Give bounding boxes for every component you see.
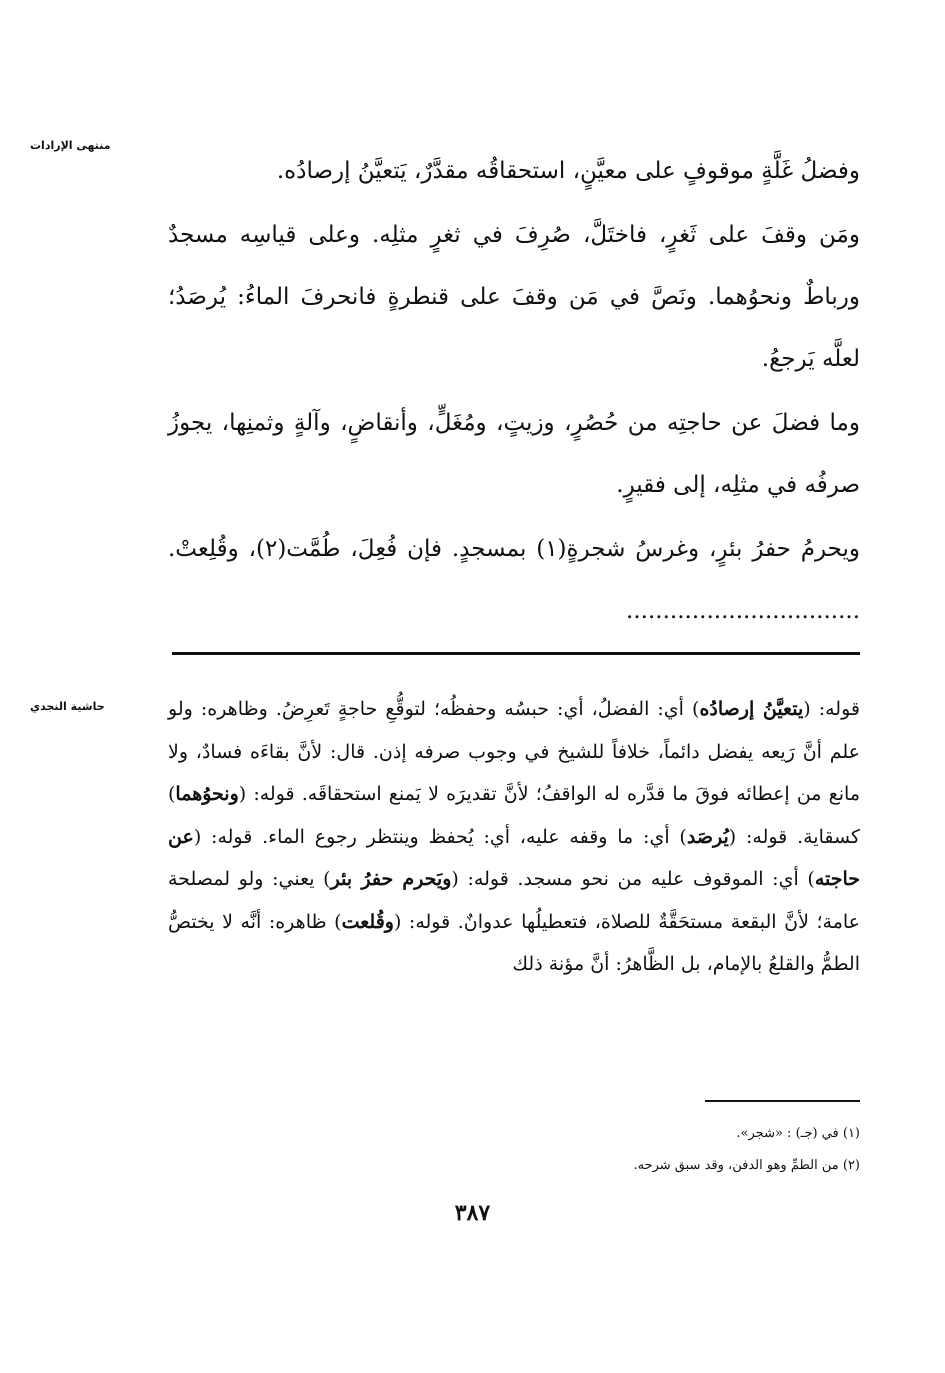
commentary-block: [168, 688, 860, 986]
footnote-divider-rule: [705, 1100, 860, 1102]
commentary-text: ) يعني: ولو لمصلحة عامة؛ لأنَّ البقعة مستحَقَّةٌ للصلاة، فتعطيلُها عدوانٌ. قوله: (: [168, 868, 860, 933]
commentary-lemma: ونحوُهما: [175, 783, 239, 805]
main-paragraph-1: وفضلُ غَلَّةٍ موقوفٍ على معيَّنٍ، استحقاقُه مقدَّرٌ، يَتعيَّنُ إرصادُه.: [276, 158, 860, 184]
commentary-text: قوله: (: [803, 698, 860, 720]
commentary-lemma: ويَحرم حفرُ بئر: [330, 868, 452, 890]
footnotes-block: [168, 1118, 860, 1182]
main-paragraph-3: وما فضلَ عن حاجتِه من حُصُرٍ، وزيتٍ، ومُغَلٍّ، وأنقاضٍ، وآلةٍ وثمنِها، يجوزُ صرفُه في مثلِه، إلى فقيرٍ.: [168, 410, 860, 498]
main-divider-rule: [172, 652, 860, 655]
commentary-text: ) ظاهره: أنَّه لا يختصُّ الطمُّ والقلعُ بالإمام، بل الظَّاهرُ: أنَّ مؤنة ذلك: [168, 910, 860, 975]
page-number: ٣٨٧: [454, 1200, 491, 1226]
commentary-text: ) كسقاية. قوله: (: [168, 783, 860, 848]
commentary-text: ) أي: الفضلُ، أي: حبسُه وحفظُه؛ لتوقُّعِ حاجةٍ تَعرِضُ. وظاهره: ولو علم أنَّ رَيعه يفضل دائماً، خلافاً للشيخ في وجوب صرفه إذن. قال: لأنَّ بقاءَه فسادٌ، ولا مانع من إعطائه فوقَ ما قدَّره له الواقفُ؛ لأنَّ تقديرَه لا يَمنع استحقاقَه. قوله: (: [168, 698, 860, 805]
commentary-lemma: عن حاجته: [168, 825, 861, 890]
footnote-2: (٢) من الطمِّ وهو الدفن، وقد سبق شرحه.: [633, 1158, 860, 1173]
main-paragraph-4: ويحرمُ حفرُ بئرٍ، وغرسُ شجرةٍ(١) بمسجدٍ. فإن فُعِلَ، طُمَّت(٢)، وقُلِعتْ. ................................: [168, 536, 861, 624]
main-text-block: [168, 140, 860, 642]
commentary-lemma: يتعيَّنُ إرصادُه: [699, 698, 804, 720]
commentary-paragraph: [168, 688, 860, 986]
side-label-commentary: حاشية النجدي: [30, 700, 105, 713]
footnote-1: (١) في (جـ) : «شجر».: [736, 1126, 860, 1141]
commentary-text: ) أي: ما وقفه عليه، أي: يُحفظ وينتظر رجوع الماء. قوله: (: [193, 825, 687, 848]
side-label-book-title: منتهى الإرادات: [30, 139, 111, 152]
commentary-text: ) أي: الموقوف عليه من نحو مسجد. قوله: (: [451, 868, 815, 890]
commentary-lemma: يُرصَد: [686, 825, 729, 848]
main-paragraph-2: ومَن وقفَ على ثَغرٍ، فاختَلَّ، صُرِفَ في ثغرٍ مثلِه. وعلى قياسِه مسجدٌ ورباطٌ ونحوُهما. ونَصَّ في مَن وقفَ على قنطرةٍ فانحرفَ الماءُ: يُرصَدُ؛ لعلَّه يَرجعُ.: [168, 222, 860, 372]
commentary-lemma: وقُلعت: [341, 910, 394, 933]
